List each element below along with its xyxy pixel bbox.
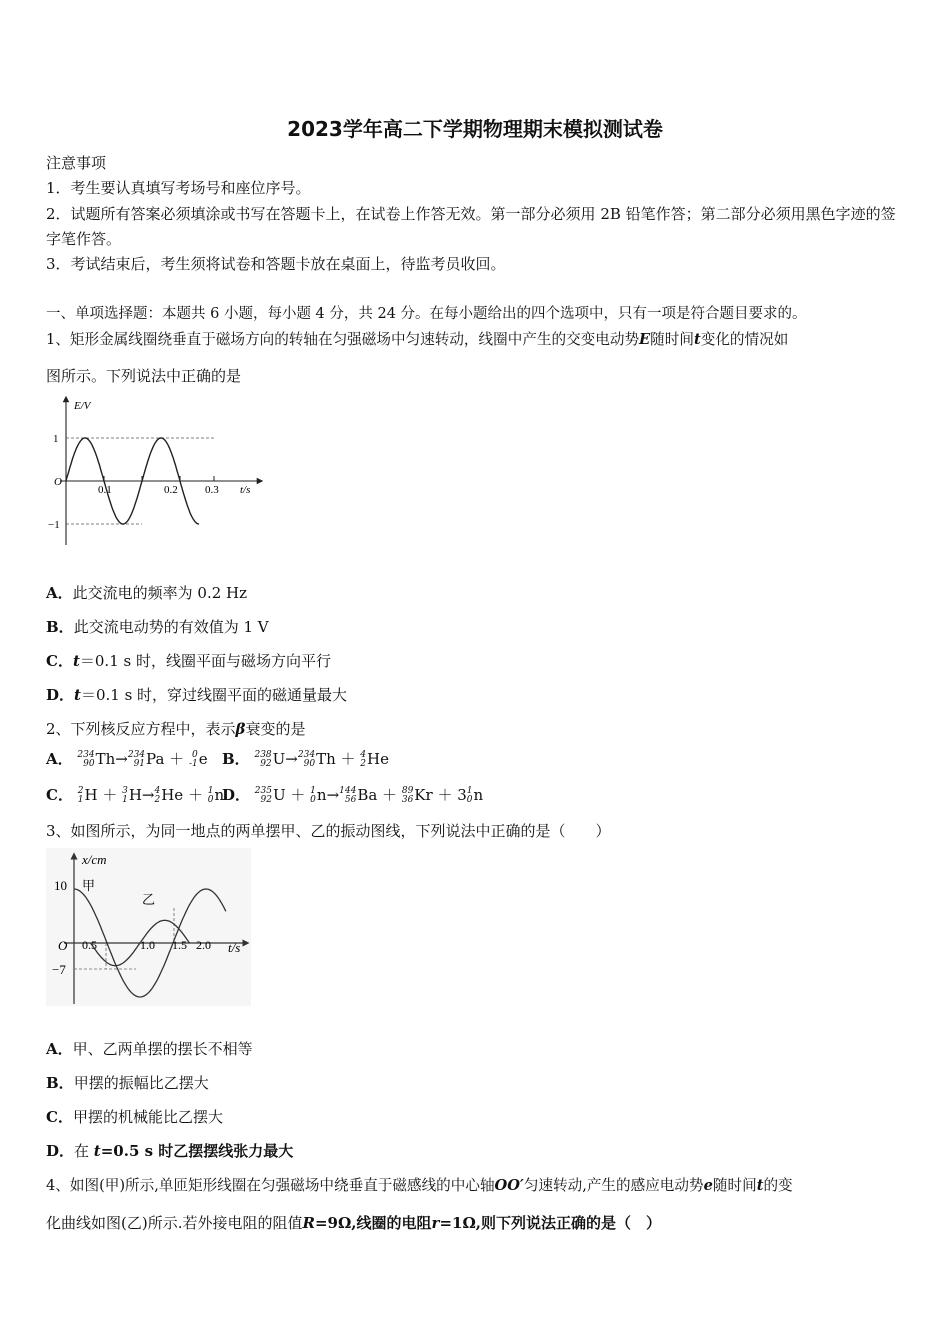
q1-xtick-01: 0.1 bbox=[98, 484, 112, 496]
q1-emf-graph bbox=[46, 393, 266, 553]
q3-option-d[interactable]: D．在 t=0.5 s 时乙摆摆线张力最大 bbox=[46, 1142, 294, 1160]
q1-stem-line2: 图所示。下列说法中正确的是 bbox=[46, 367, 242, 385]
q3-xtick-20: 2.0 bbox=[196, 938, 211, 952]
page-title: 2023学年高二下学期物理期末模拟测试卷 bbox=[287, 117, 663, 141]
q1-xlabel: t/s bbox=[240, 484, 251, 496]
q3-option-a[interactable]: A．甲、乙两单摆的摆长不相等 bbox=[46, 1040, 253, 1058]
q1-option-b[interactable]: B．此交流电动势的有效值为 1 V bbox=[46, 618, 269, 636]
q4-stem-line1: 4、如图(甲)所示,单匝矩形线圈在匀强磁场中绕垂直于磁感线的中心轴OO′匀速转动,产生的感应电动势e随时间t的变 bbox=[46, 1177, 793, 1194]
q3-ytick-neg7: −7 bbox=[52, 962, 66, 977]
q3-oscillation-graph bbox=[46, 848, 256, 1008]
notice-item-2: 2．试题所有答案必须填涂或书写在答题卡上，在试卷上作答无效。第一部分必须用 2B 铅笔作答；第二部分必须用黑色字迹的签字笔作答。 bbox=[46, 205, 896, 248]
q3-stem: 3、如图所示，为同一地点的两单摆甲、乙的振动图线，下列说法中正确的是（ ） bbox=[46, 822, 611, 840]
q2-eq-d: 235 92U ＋ 1 0n→144 56Ba ＋ 89 36Kr ＋ 31 0n bbox=[254, 786, 484, 805]
q4-stem-line2: 化曲线如图(乙)所示.若外接电阻的阻值R=9Ω,线圈的电阻r=1Ω,则下列说法正确的是（ ） bbox=[46, 1214, 662, 1232]
q3-label-yi: 乙 bbox=[142, 892, 156, 907]
q2-option-a[interactable]: A． 234 90Th→234 91Pa ＋ 0 -1e bbox=[46, 750, 208, 769]
q1-option-a[interactable]: A．此交流电的频率为 0.2 Hz bbox=[46, 584, 248, 602]
notice-item-3: 3．考试结束后，考生须将试卷和答题卡放在桌面上，待监考员收回。 bbox=[46, 255, 506, 273]
q2-option-b[interactable]: B． 238 92U→234 90Th ＋ 4 2He bbox=[222, 750, 389, 769]
q3-xtick-15: 1.5 bbox=[172, 938, 187, 952]
q1-stem-line1: 1、矩形金属线圈绕垂直于磁场方向的转轴在匀强磁场中匀速转动，线圈中产生的交变电动势E随时间t变化的情况如 bbox=[46, 331, 789, 348]
q3-xtick-05: 0.5 bbox=[82, 938, 97, 952]
section-heading: 一、单项选择题：本题共 6 小题，每小题 4 分，共 24 分。在每小题给出的四个选项中，只有一项是符合题目要求的。 bbox=[46, 306, 807, 322]
q3-option-c[interactable]: C．甲摆的机械能比乙摆大 bbox=[46, 1108, 223, 1126]
q3-origin: O bbox=[58, 938, 68, 953]
q3-ytick-10: 10 bbox=[54, 878, 67, 893]
q1-origin: O bbox=[54, 476, 62, 488]
q3-ylabel: x/cm bbox=[82, 852, 107, 867]
q2-eq-c: 2 1H ＋ 3 1H→4 2He ＋ 1 0n bbox=[77, 786, 225, 805]
q3-label-jia: 甲 bbox=[82, 878, 96, 893]
q1-option-c[interactable]: C．t＝0.1 s 时，线圈平面与磁场方向平行 bbox=[46, 652, 331, 670]
notice-item-1: 1．考生要认真填写考场号和座位序号。 bbox=[46, 179, 311, 197]
q2-option-d[interactable]: D． 235 92U ＋ 1 0n→144 56Ba ＋ 89 36Kr ＋ 31 0n bbox=[222, 786, 484, 805]
q1-xtick-02: 0.2 bbox=[164, 484, 178, 496]
q2-stem: 2、下列核反应方程中，表示β衰变的是 bbox=[46, 720, 306, 738]
notice-heading: 注意事项 bbox=[46, 154, 107, 172]
q3-xtick-10: 1.0 bbox=[140, 938, 155, 952]
q3-option-b[interactable]: B．甲摆的振幅比乙摆大 bbox=[46, 1074, 209, 1092]
q2-eq-a: 234 90Th→234 91Pa ＋ 0 -1e bbox=[77, 750, 208, 769]
q3-xlabel: t/s bbox=[228, 940, 241, 955]
q1-ylabel: E/V bbox=[74, 400, 91, 412]
q1-option-d[interactable]: D．t＝0.1 s 时，穿过线圈平面的磁通量最大 bbox=[46, 686, 348, 704]
q1-xtick-03: 0.3 bbox=[205, 484, 219, 496]
q1-ytick-1: 1 bbox=[53, 433, 59, 445]
q1-ytick-neg1: −1 bbox=[48, 519, 60, 531]
q2-option-c[interactable]: C． 2 1H ＋ 3 1H→4 2He ＋ 1 0n bbox=[46, 786, 225, 805]
q2-eq-b: 238 92U→234 90Th ＋ 4 2He bbox=[254, 750, 389, 769]
